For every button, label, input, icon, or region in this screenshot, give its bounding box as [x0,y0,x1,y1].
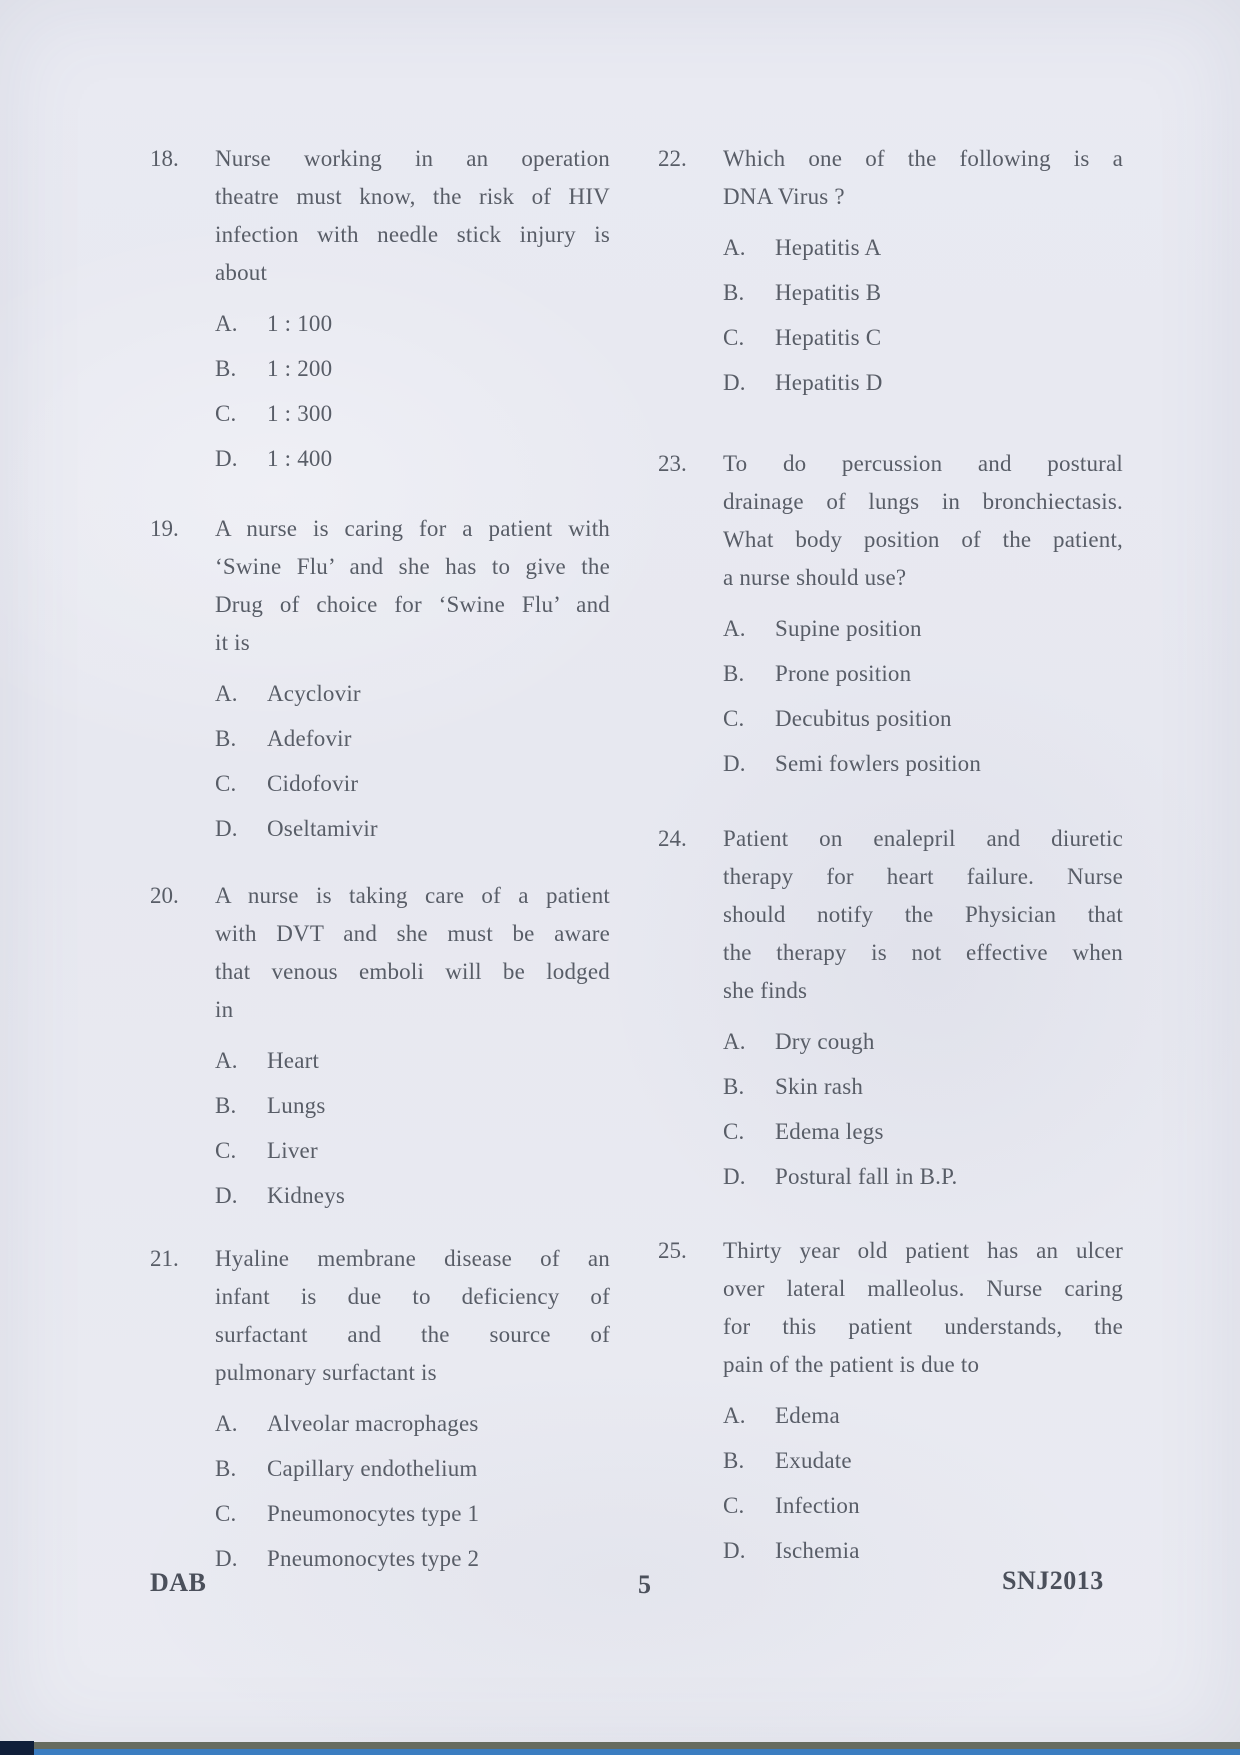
option-d [215,1182,610,1227]
option-text: Acyclovir [267,681,361,706]
question-number: 24. [658,826,687,851]
question-line: Thirty year old patient has an ulcer [723,1238,1123,1263]
option-letter: C. [723,706,745,731]
options-list [723,234,1123,414]
question-number: 21. [150,1246,179,1271]
option-d [723,369,1123,414]
option-c [723,1492,1123,1537]
scan-edge-line [0,1742,1240,1749]
option-d [215,1545,610,1590]
question-text [723,820,1123,1010]
option-letter: B. [723,1074,745,1099]
option-d [723,1163,1123,1208]
options-list [723,615,1123,795]
question-line: therapy for heart failure. Nurse [723,864,1123,889]
question-line: ‘Swine Flu’ and she has to give the [215,554,610,579]
option-letter: C. [215,771,237,796]
option-c [215,1137,610,1182]
scan-edge-blue [0,1749,1240,1755]
option-letter: A. [215,311,238,336]
question-line: pain of the patient is due to [723,1352,980,1377]
options-list [215,680,610,860]
question-text [723,445,1123,597]
option-letter: B. [215,1093,237,1118]
option-letter: D. [723,751,746,776]
question-25 [658,1232,1123,1582]
question-line: about [215,260,268,285]
option-b [215,1092,610,1137]
option-c [215,770,610,815]
options-list [723,1402,1123,1582]
option-a [215,1410,610,1455]
question-line: pulmonary surfactant is [215,1360,437,1385]
question-number: 22. [658,146,687,171]
option-letter: D. [215,1546,238,1571]
option-b [215,725,610,770]
question-19 [150,510,610,860]
option-text: Pneumonocytes type 1 [267,1501,480,1526]
question-line: What body position of the patient, [723,527,1123,552]
option-letter: A. [723,616,746,641]
question-line: for this patient understands, the [723,1314,1123,1339]
option-text: 1 : 200 [267,356,333,381]
question-line: A nurse is taking care of a patient [215,883,610,908]
question-line: To do percussion and postural [723,451,1123,476]
option-text: Exudate [775,1448,852,1473]
question-line: theatre must know, the risk of HIV [215,184,610,209]
option-text: Lungs [267,1093,326,1118]
question-line: with DVT and she must be aware [215,921,610,946]
option-text: Pneumonocytes type 2 [267,1546,480,1571]
page-number: 5 [638,1570,652,1599]
option-letter: C. [723,325,745,350]
question-line: Which one of the following is a [723,146,1123,171]
question-line: drainage of lungs in bronchiectasis. [723,489,1123,514]
question-number: 23. [658,451,687,476]
option-text: Prone position [775,661,912,686]
option-text: Adefovir [267,726,352,751]
option-a [723,1028,1123,1073]
option-a [215,310,610,355]
option-text: Edema [775,1403,840,1428]
footer-left-code: DAB [150,1568,207,1597]
question-text [215,510,610,662]
option-d [215,445,610,490]
options-list [215,310,610,490]
options-list [723,1028,1123,1208]
option-a [723,1402,1123,1447]
option-b [723,660,1123,705]
left-column [150,140,610,1590]
question-number: 19. [150,516,179,541]
question-line: over lateral malleolus. Nurse caring [723,1276,1123,1301]
question-line: Nurse working in an operation [215,146,610,171]
option-text: Edema legs [775,1119,884,1144]
question-20 [150,877,610,1227]
right-column [658,140,1123,1582]
option-letter: B. [723,661,745,686]
question-23 [658,445,1123,795]
options-list [215,1047,610,1227]
option-letter: B. [215,726,237,751]
question-text [215,1240,610,1392]
option-text: Hepatitis C [775,325,882,350]
option-letter: C. [215,1138,237,1163]
option-text: Ischemia [775,1538,860,1563]
question-21 [150,1240,610,1590]
option-text: Kidneys [267,1183,346,1208]
question-line: it is [215,630,250,655]
question-22 [658,140,1123,414]
option-letter: A. [215,1411,238,1436]
option-b [215,1455,610,1500]
option-b [723,1447,1123,1492]
question-line: Patient on enalepril and diuretic [723,826,1123,851]
option-letter: D. [723,1538,746,1563]
option-letter: B. [215,1456,237,1481]
question-text [723,140,1123,216]
option-text: Capillary endothelium [267,1456,478,1481]
option-text: Hepatitis D [775,370,883,395]
option-letter: A. [215,681,238,706]
option-a [215,1047,610,1092]
scan-edge-corner [0,1741,34,1755]
question-text [215,877,610,1029]
question-line: should notify the Physician that [723,902,1123,927]
option-d [215,815,610,860]
option-letter: D. [215,816,238,841]
question-text [723,1232,1123,1384]
option-text: Skin rash [775,1074,864,1099]
question-line: infant is due to deficiency of [215,1284,610,1309]
option-letter: C. [215,1501,237,1526]
option-b [215,355,610,400]
question-line: the therapy is not effective when [723,940,1123,965]
question-line: surfactant and the source of [215,1322,610,1347]
option-c [215,400,610,445]
option-letter: A. [723,235,746,260]
option-b [723,1073,1123,1118]
option-c [723,1118,1123,1163]
question-line: Drug of choice for ‘Swine Flu’ and [215,592,610,617]
question-line: Hyaline membrane disease of an [215,1246,610,1271]
option-text: Infection [775,1493,860,1518]
option-letter: C. [215,401,237,426]
option-letter: A. [723,1029,746,1054]
question-line: she finds [723,978,808,1003]
question-line: DNA Virus ? [723,184,845,209]
question-text [215,140,610,292]
option-a [723,234,1123,279]
option-c [723,705,1123,750]
option-letter: D. [723,370,746,395]
option-a [723,615,1123,660]
option-c [215,1500,610,1545]
question-line: in [215,997,234,1022]
footer-right-code: SNJ2013 [1002,1566,1104,1595]
option-letter: C. [723,1493,745,1518]
option-letter: A. [723,1403,746,1428]
option-text: 1 : 400 [267,446,333,471]
question-line: infection with needle stick injury is [215,222,610,247]
question-18 [150,140,610,490]
option-text: Semi fowlers position [775,751,982,776]
option-letter: B. [215,356,237,381]
option-letter: D. [723,1164,746,1189]
option-text: Dry cough [775,1029,875,1054]
option-letter: A. [215,1048,238,1073]
question-line: a nurse should use? [723,565,907,590]
option-letter: D. [215,446,238,471]
question-number: 18. [150,146,179,171]
option-text: Liver [267,1138,318,1163]
option-text: Heart [267,1048,320,1073]
option-text: Hepatitis B [775,280,882,305]
option-letter: D. [215,1183,238,1208]
question-number: 20. [150,883,179,908]
option-text: Alveolar macrophages [267,1411,479,1436]
option-a [215,680,610,725]
option-text: Decubitus position [775,706,952,731]
option-text: Hepatitis A [775,235,882,260]
question-number: 25. [658,1238,687,1263]
option-text: Cidofovir [267,771,359,796]
question-24 [658,820,1123,1208]
options-list [215,1410,610,1590]
option-text: Oseltamivir [267,816,378,841]
option-letter: B. [723,280,745,305]
option-b [723,279,1123,324]
option-text: 1 : 300 [267,401,333,426]
question-line: A nurse is caring for a patient with [215,516,610,541]
option-text: Supine position [775,616,922,641]
option-text: Postural fall in B.P. [775,1164,958,1189]
option-d [723,750,1123,795]
option-text: 1 : 100 [267,311,333,336]
question-line: that venous emboli will be lodged [215,959,610,984]
option-letter: B. [723,1448,745,1473]
option-c [723,324,1123,369]
option-letter: C. [723,1119,745,1144]
